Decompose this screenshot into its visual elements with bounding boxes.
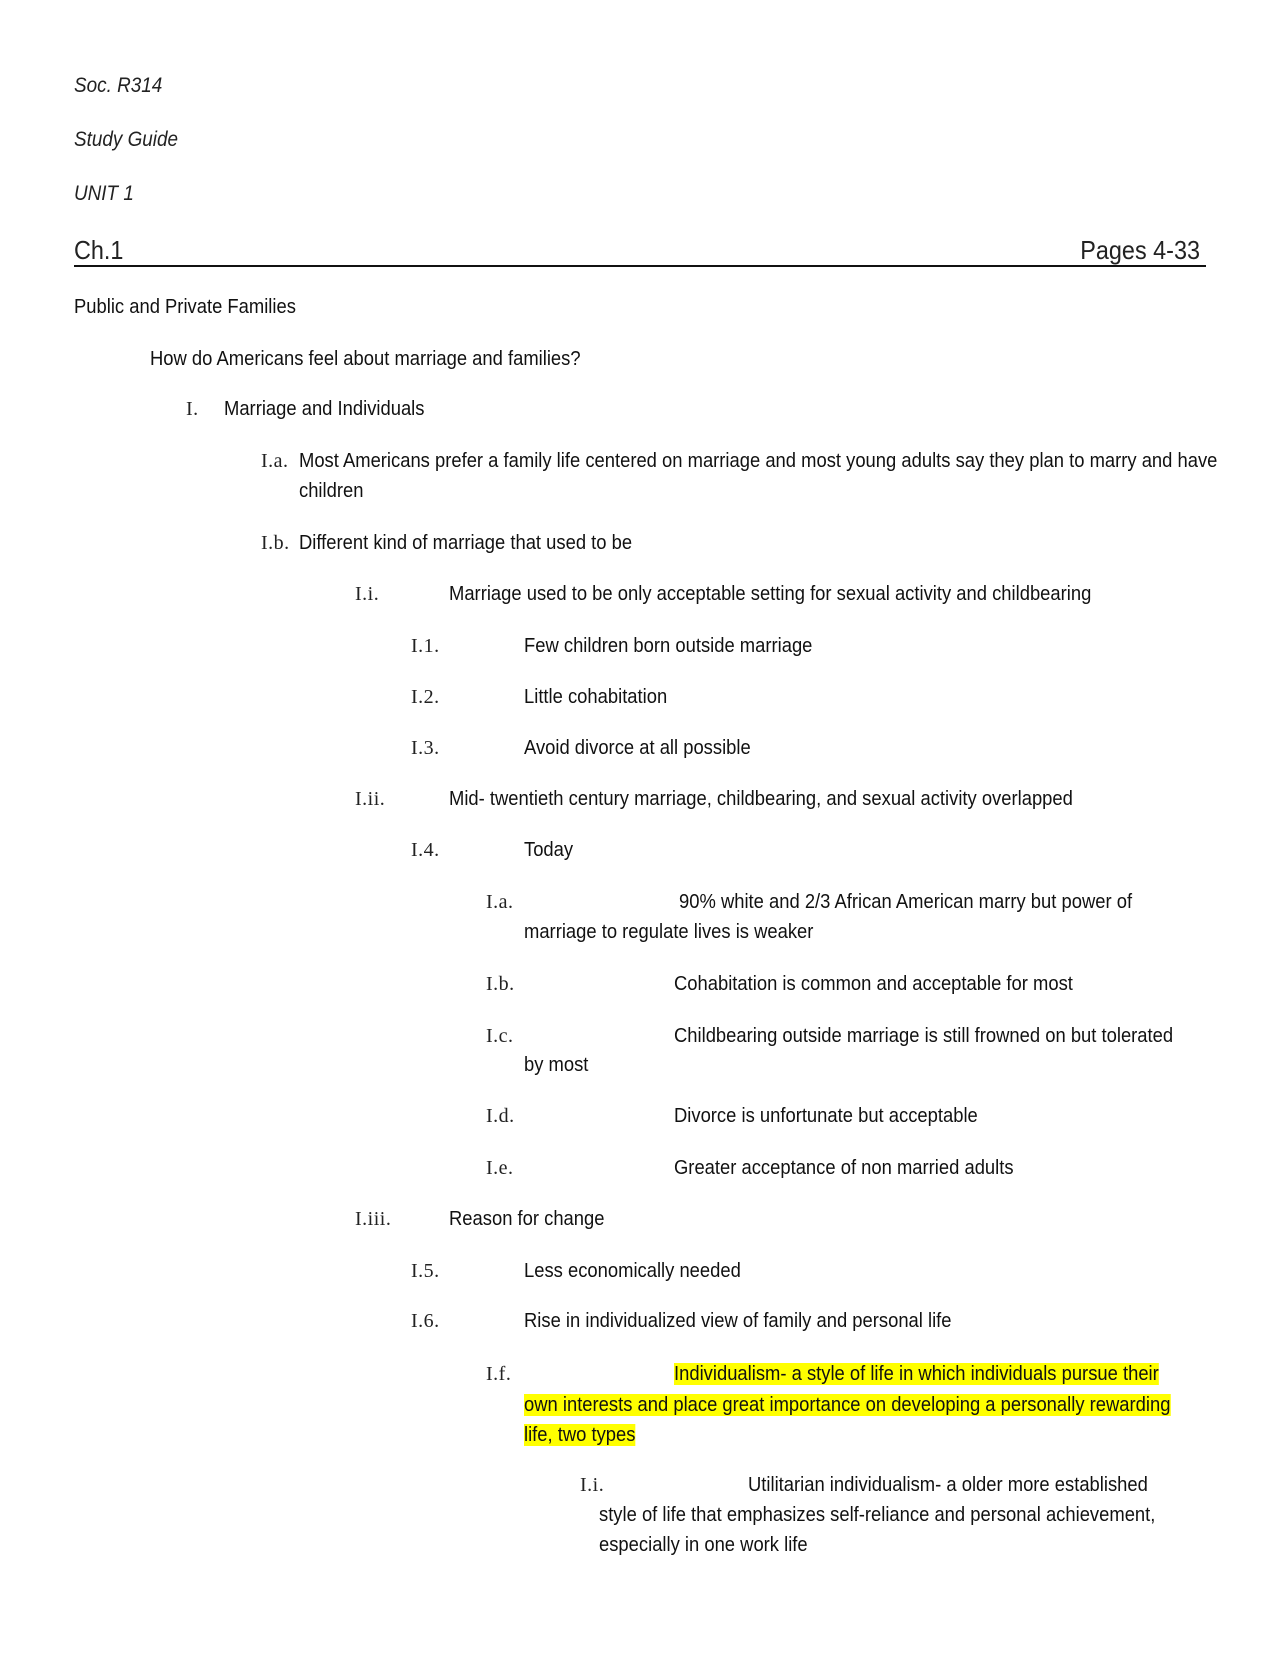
outline-item-text: Today — [524, 839, 574, 861]
section-title: Public and Private Families — [74, 296, 296, 318]
outline-item-text: Childbearing outside marriage is still frowned on but tolerated — [674, 1025, 1174, 1047]
outline-item-text: Greater acceptance of non married adults — [674, 1157, 1014, 1179]
outline-item-text: Different kind of marriage that used to be — [299, 532, 633, 554]
outline-marker: I.c. — [486, 1025, 514, 1047]
outline-marker: I.b. — [261, 532, 290, 554]
outline-marker: I.i. — [355, 583, 380, 605]
highlighted-definition-cont — [524, 1420, 635, 1450]
outline-marker: I.ii. — [355, 788, 386, 810]
outline-item-text: Cohabitation is common and acceptable for most — [674, 973, 1073, 995]
guiding-question: How do Americans feel about marriage and families? — [150, 348, 581, 370]
outline-marker: I.4. — [411, 839, 440, 861]
outline-item-text: Less economically needed — [524, 1260, 741, 1282]
outline-marker: I.i. — [580, 1474, 605, 1496]
outline-marker: I.b. — [486, 973, 515, 995]
outline-marker: I.a. — [486, 891, 514, 913]
outline-item-text: Utilitarian individualism- a older more established — [748, 1474, 1148, 1496]
outline-item-text: Rise in individualized view of family and personal life — [524, 1310, 952, 1332]
outline-marker: I.iii. — [355, 1208, 392, 1230]
unit-label: UNIT 1 — [74, 182, 134, 205]
outline-item-text-cont: marriage to regulate lives is weaker — [524, 921, 814, 943]
outline-item-text: Marriage and Individuals — [224, 398, 425, 420]
outline-item-text: Little cohabitation — [524, 686, 668, 708]
course-code: Soc. R314 — [74, 74, 163, 97]
page-range: Pages 4-33 — [1080, 235, 1200, 265]
header-rule — [74, 265, 1206, 267]
chapter-label: Ch.1 — [74, 235, 124, 265]
highlight-line: Individualism- a style of life in which individuals pursue their — [674, 1363, 1159, 1385]
outline-item-text: Few children born outside marriage — [524, 635, 813, 657]
outline-item-text: Mid- twentieth century marriage, childbearing, and sexual activity overlapped — [449, 788, 1073, 810]
outline-item-text-cont: especially in one work life — [599, 1534, 808, 1556]
outline-item-text-cont: by most — [524, 1054, 589, 1076]
doc-type: Study Guide — [74, 128, 179, 151]
highlighted-definition-cont — [524, 1390, 1170, 1420]
outline-marker: I.1. — [411, 635, 440, 657]
outline-item-text: Reason for change — [449, 1208, 605, 1230]
outline-item-text-cont: style of life that emphasizes self-reliance and personal achievement, — [599, 1504, 1156, 1526]
outline-marker: I.2. — [411, 686, 440, 708]
outline-marker: I.f. — [486, 1363, 512, 1385]
highlight-line: own interests and place great importance on developing a personally rewarding — [524, 1394, 1171, 1416]
outline-item-text: Most Americans prefer a family life centered on marriage and most young adults say they plan to marry and have children — [299, 450, 1218, 502]
highlighted-definition — [674, 1359, 1159, 1389]
outline-marker: I.d. — [486, 1105, 515, 1127]
outline-item-text: Divorce is unfortunate but acceptable — [674, 1105, 978, 1127]
highlight-line: life, two types — [524, 1424, 636, 1446]
outline-marker: I.a. — [261, 450, 289, 472]
outline-item-text: 90% white and 2/3 African American marry but power of — [679, 891, 1133, 913]
outline-marker: I.e. — [486, 1157, 514, 1179]
outline-item-text: Marriage used to be only acceptable setting for sexual activity and childbearing — [449, 583, 1092, 605]
outline-marker: I.5. — [411, 1260, 440, 1282]
outline-marker: I.6. — [411, 1310, 440, 1332]
outline-marker: I.3. — [411, 737, 440, 759]
outline-item-text: Avoid divorce at all possible — [524, 737, 751, 759]
outline-marker: I. — [186, 398, 199, 420]
